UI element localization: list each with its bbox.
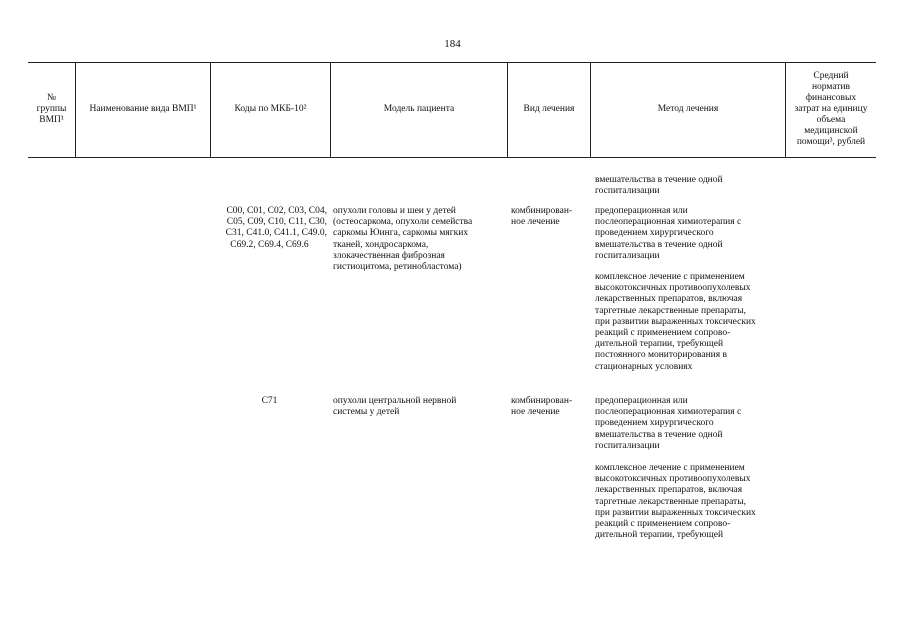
header-bottom-rule xyxy=(28,157,876,158)
header-treatment-method: Метод лечения xyxy=(657,104,719,114)
method-text: предоперационная или послеоперационная химиотерапия с проведением хирургического вмешательства в течение одной госпитализации xyxy=(595,206,742,261)
header-group-number: № группы ВМП¹ xyxy=(36,93,67,125)
method-text: комплексное лечение с применением высокотоксичных противоопухолевых лекарственных препаратов, включая таргетные лекарственные препараты, при развитии выраженных токсических реакций с применением сопрово- дительной терапии, требующей постоянного мониторирования в стационарных условиях xyxy=(595,272,756,372)
icd-codes: C00, C01, C02, C03, C04, C05, C09, C10, C11, C30, C31, C41.0, C41.1, C49.0, C69.2, C69.4, C69.6 xyxy=(225,206,327,250)
page-number: 184 xyxy=(444,38,461,50)
header-average-cost: Средний норматив финансовых затрат на единицу объема медицинской помощи³, рублей xyxy=(794,71,868,147)
method-text: комплексное лечение с применением высокотоксичных противоопухолевых лекарственных препаратов, включая таргетные лекарственные препараты, при развитии выраженных токсических реакций с применением сопрово- дительной терапии, требующей xyxy=(595,463,756,541)
method-text: вмешательства в течение одной госпитализации xyxy=(595,175,723,197)
header-vmp-name: Наименование вида ВМП¹ xyxy=(89,104,197,114)
header-treatment-type: Вид лечения xyxy=(523,104,575,114)
treatment-type: комбинирован- ное лечение xyxy=(511,396,573,418)
icd-codes: C71 xyxy=(261,396,278,406)
patient-model: опухоли центральной нервной системы у детей xyxy=(333,396,457,418)
patient-model: опухоли головы и шеи у детей (остеосаркома, опухоли семейства саркомы Юинга, саркомы мягких тканей, хондросаркома, злокачественная фиброзная гистиоцитома, ретинобластома) xyxy=(333,206,473,273)
treatment-type: комбинирован- ное лечение xyxy=(511,206,573,228)
header-icd-codes: Коды по МКБ-10² xyxy=(234,104,307,114)
header-patient-model: Модель пациента xyxy=(383,104,455,114)
method-text: предоперационная или послеоперационная химиотерапия с проведением хирургического вмешательства в течение одной госпитализации xyxy=(595,396,742,451)
